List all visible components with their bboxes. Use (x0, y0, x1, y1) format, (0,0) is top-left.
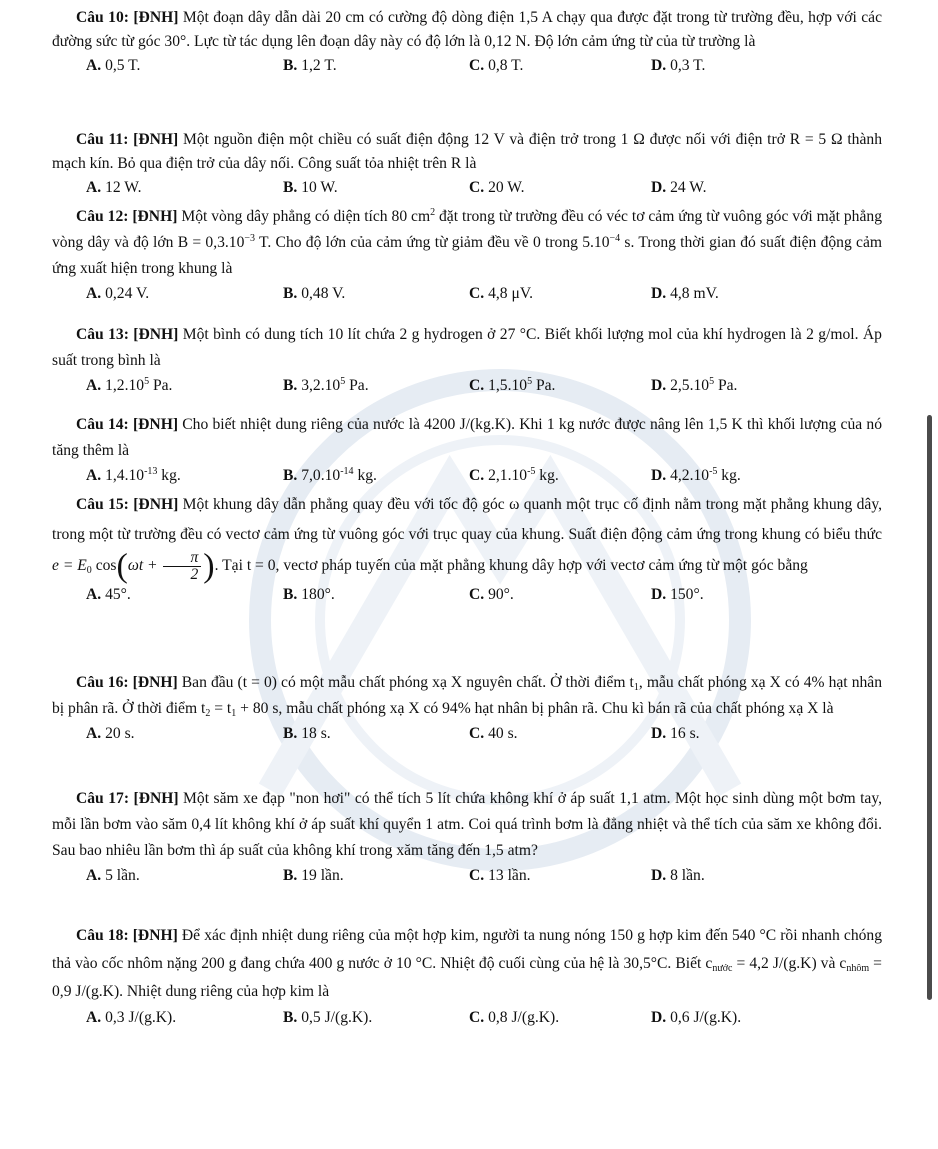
option-b[interactable]: B. 180°. (283, 586, 335, 603)
question-16-label: Câu 16: [ĐNH] (76, 674, 178, 691)
option-a[interactable]: A. 0,3 J/(g.K). (86, 1009, 177, 1026)
option-b[interactable]: B. 18 s. (283, 725, 331, 742)
option-d[interactable]: D. 150°. (651, 586, 704, 603)
question-17-text: Một săm xe đạp "non hơi" có thể tích 5 lít chứa không khí ở áp suất 1,1 atm. Một học sinh dùng một bơm tay, mỗi lần bơm vào săm 0,4 lít không khí ở áp suất khí quyển 1 atm. Coi quá trình bơm là đẳng nhiệt và thể tích của săm xe không đổi. Sau bao nhiêu lần bơm thì áp suất của không khí trong xăm tăng đến 1,5 atm? (52, 790, 883, 859)
question-17-label: Câu 17: [ĐNH] (76, 790, 179, 807)
question-10-text: Một đoạn dây dẫn dài 20 cm có cường độ dòng điện 1,5 A chạy qua được đặt trong từ trường đều, hợp với các đường sức từ góc 30°. Lực từ tác dụng lên đoạn dây này có độ lớn là 0,12 N. Độ lớn cảm ứng từ của từ trường là (52, 9, 882, 50)
option-d[interactable]: D. 0,3 T. (651, 57, 706, 74)
question-15 (52, 490, 882, 607)
question-18 (52, 922, 882, 1030)
option-c[interactable]: C. $2,1.10^{-5}$ kg. (469, 466, 559, 484)
option-b[interactable]: B. 19 lần. (283, 867, 344, 884)
option-c[interactable]: C. 4,8 μV. (469, 285, 533, 302)
option-d[interactable]: D. 16 s. (651, 725, 700, 742)
option-d[interactable]: D. 0,6 J/(g.K). (651, 1009, 742, 1026)
question-13-label: Câu 13: [ĐNH] (76, 326, 179, 343)
question-14 (52, 412, 882, 488)
question-14-stem (52, 412, 882, 464)
emf-formula: $e = E_0$ cos(ωt + $\frac{\pi}{2}$ ) (52, 547, 215, 585)
option-b[interactable]: B. 10 W. (283, 179, 338, 196)
option-a[interactable]: A. 1,2.10$^5$ Pa. (86, 376, 173, 394)
option-b[interactable]: B. 0,48 V. (283, 285, 346, 302)
question-18-stem: Câu 18: [ĐNH] Để xác định nhiệt dung riêng của một hợp kim, người ta nung nóng 150 g hợp kim đến 540 °C rồi nhanh chóng thả vào cốc nhôm nặng 200 g đang chứa 400 g nước ở 10 °C. Nhiệt độ cuối cùng của hệ là 30,5°C. Biết $c_{nước} = 4,2$ J/(g.K) và $c_{nhôm} = 0,9$ J/(g.K). Nhiệt dung riêng của hợp kim là (52, 927, 883, 1000)
option-d[interactable]: D. 4,8 mV. (651, 285, 719, 302)
question-13-text: Một bình có dung tích 10 lít chứa 2 g hydrogen ở 27 °C. Biết khối lượng mol của khí hydrogen là 2 g/mol. Áp suất trong bình là (52, 326, 882, 369)
question-10-stem (52, 6, 882, 54)
option-b[interactable]: B. $7,0.10^{-14}$ kg. (283, 466, 377, 484)
question-13 (52, 322, 882, 398)
option-a[interactable]: A. 12 W. (86, 179, 142, 196)
vertical-scrollbar[interactable] (927, 415, 932, 1000)
option-c[interactable]: C. 20 W. (469, 179, 525, 196)
question-14-options (52, 464, 882, 488)
question-16-stem: Câu 16: [ĐNH] Ban đầu (t = 0) có một mẫu chất phóng xạ X nguyên chất. Ở thời điểm $t_1$, mẫu chất phóng xạ X có 4% hạt nhân bị phân rã. Ở thời điểm $t_2 = t_1 + 80$ s, mẫu chất phóng xạ X có 94% hạt nhân bị phân rã. Chu kì bán rã của chất phóng xạ X là (52, 674, 883, 719)
question-15-options (52, 583, 882, 607)
option-c[interactable]: C. 90°. (469, 586, 514, 603)
question-17 (52, 786, 882, 888)
option-d[interactable]: D. 8 lần. (651, 867, 705, 884)
question-12 (52, 204, 882, 306)
option-a[interactable]: A. 0,5 T. (86, 57, 141, 74)
option-b[interactable]: B. 0,5 J/(g.K). (283, 1009, 373, 1026)
option-c[interactable]: C. 40 s. (469, 725, 518, 742)
question-12-stem: Câu 12: [ĐNH] Một vòng dây phẳng có diện tích 80 $cm^2$ đặt trong từ trường đều có véc tơ cảm ứng từ vuông góc với mặt phẳng vòng dây và độ lớn $B = 0,3.10^{-3}$ T. Cho độ lớn của cảm ứng từ giảm đều về 0 trong $5.10^{-4}$ s. Trong thời gian đó suất điện động cảm ứng xuất hiện trong khung là (52, 207, 883, 277)
option-b[interactable]: B. 1,2 T. (283, 57, 337, 74)
question-10-options (52, 54, 882, 78)
option-d[interactable]: D. 24 W. (651, 179, 707, 196)
option-c[interactable]: C. 0,8 T. (469, 57, 524, 74)
question-11-label: Câu 11: [ĐNH] (76, 131, 179, 148)
question-16 (52, 670, 882, 746)
question-12-label: Câu 12: [ĐNH] (76, 208, 178, 225)
question-14-label: Câu 14: [ĐNH] (76, 416, 179, 433)
question-12-options (52, 282, 882, 306)
question-18-options (52, 1006, 882, 1030)
option-c[interactable]: C. 0,8 J/(g.K). (469, 1009, 560, 1026)
option-a[interactable]: A. 20 s. (86, 725, 135, 742)
option-c[interactable]: C. 1,5.10$^5$ Pa. (469, 376, 556, 394)
question-13-options (52, 374, 882, 398)
question-18-label: Câu 18: [ĐNH] (76, 927, 178, 944)
question-17-stem (52, 786, 882, 864)
question-15-stem: Câu 15: [ĐNH] Một khung dây dẫn phẳng quay đều với tốc độ góc ω quanh một trục cố định nằm trong mặt phẳng khung dây, trong một từ trường đều có vectơ cảm ứng từ vuông góc với trục quay của khung. Suất điện động cảm ứng trong khung có biểu thức $e = E_0$ cos(ωt + $\frac{\pi}{2}$ ). Tại t = 0, vectơ pháp tuyến của mặt phẳng khung dây hợp với vectơ cảm ứng từ một góc bằng (52, 496, 883, 585)
question-15-label: Câu 15: [ĐNH] (76, 496, 179, 513)
question-11-text: Một nguồn điện một chiều có suất điện động 12 V và điện trở trong 1 Ω được nối với điện trở R = 5 Ω thành mạch kín. Bỏ qua điện trở của dây nối. Công suất tỏa nhiệt trên R là (52, 131, 882, 172)
question-11-options (52, 176, 882, 200)
question-10-label: Câu 10: [ĐNH] (76, 9, 179, 26)
question-11-stem (52, 128, 882, 176)
question-16-options (52, 722, 882, 746)
question-13-stem (52, 322, 882, 374)
pi-over-2-fraction: $\frac{\pi}{2}$ (163, 550, 201, 583)
question-17-options (52, 864, 882, 888)
question-11 (52, 128, 882, 200)
option-d[interactable]: D. 2,5.10$^5$ Pa. (651, 376, 738, 394)
option-a[interactable]: A. 0,24 V. (86, 285, 150, 302)
option-c[interactable]: C. 13 lần. (469, 867, 531, 884)
option-a[interactable]: A. 5 lần. (86, 867, 140, 884)
option-a[interactable]: A. 45°. (86, 586, 131, 603)
question-14-text: Cho biết nhiệt dung riêng của nước là 4200 J/(kg.K). Khi 1 kg nước được nâng lên 1,5 K thì khối lượng của nó tăng thêm là (52, 416, 882, 459)
question-10 (52, 6, 882, 78)
option-b[interactable]: B. 3,2.10$^5$ Pa. (283, 376, 369, 394)
option-d[interactable]: D. $4,2.10^{-5}$ kg. (651, 466, 741, 484)
option-a[interactable]: A. $1,4.10^{-13}$ kg. (86, 466, 181, 484)
